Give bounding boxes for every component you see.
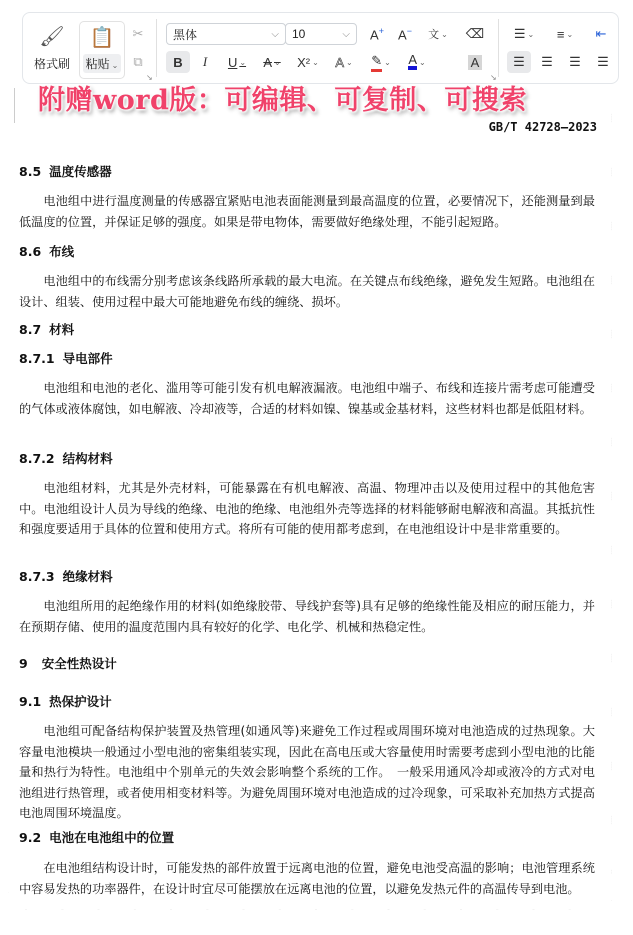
font-color-button[interactable] [401,51,433,73]
grow-font-button[interactable] [365,23,389,45]
section-number: 9.1 [19,694,42,709]
section-number: 8.7.2 [19,451,55,466]
separator [498,19,499,77]
chevron-down-icon: ⌄ [273,57,281,67]
numbering-button[interactable] [548,23,582,45]
section-number: 9 [19,656,28,671]
strikethrough-icon: A [263,54,272,70]
clipboard-icon: 📋 [89,26,115,49]
underline-button[interactable] [221,51,253,73]
scissors-icon: ✂ [132,26,144,41]
section-title: 导电部件 [62,351,113,366]
chevron-down-icon: ⌵ [271,28,279,40]
chapter-heading [19,654,117,674]
section-number: 8.7.1 [19,351,55,366]
paragraph: 电池组可配备结构保护装置及热管理(如通风等)来避免工作过程或周围环境对电池造成的过热现象。大容量电池模块一般通过小型电池的密集组装实现，因此在高电压或大容量使用时需要考虑到小型电池的比能量和热行为特性。电池组中个别单元的失效会影响整个系统的工作。 一般采用通风冷却或液冷的方式对电池组进行热管理，或者使用相变材料等。为避免周围环境对电池造成的过冷现象，可采取补充加热方式提高电池周围环境温度。 [19,724,595,820]
align-center-icon: ☰ [541,54,553,69]
pinyin-guide-button[interactable] [421,23,455,45]
section-heading [19,692,112,712]
bullet-list-icon: ☰ [513,26,526,41]
align-left-icon: ☰ [513,54,525,69]
decrease-indent-button[interactable] [589,23,613,45]
page-margin-marker [14,88,15,123]
text-effect-icon: A [335,54,344,70]
chevron-down-icon: ⌵ [342,28,350,40]
paintbrush-icon: 🖌 [39,25,65,48]
section-title: 结构材料 [62,451,113,466]
paragraph: 电池组材料，尤其是外壳材料，可能暴露在有机电解液、高温、物理冲击以及使用过程中的其他危害中。电池组设计人员为导线的绝缘、电池的绝缘、电池组外壳等选择的材料能够耐电解液和高温。其抵抗性和强度要适用于具体的位置和使用方式。将所有可能的使用都考虑到，在电池组设计中是非常重要的。 [19,481,595,536]
clear-formatting-button[interactable] [463,23,487,45]
section-heading [19,320,74,340]
chevron-down-icon: ⌄ [345,57,353,67]
font-dialog-launcher-icon[interactable]: ↘ [490,73,497,82]
paragraph: 电池组中的布线需分别考虑该条线路所承载的最大电流。在关键点布线绝缘，避免发生短路。电池组在设计、组装、使用过程中最大可能地避免布线的缠绕、损坏。 [19,274,595,309]
shrink-font-button[interactable] [393,23,417,45]
section-title: 安全性热设计 [41,656,117,671]
paragraph: 电池组中进行温度测量的传感器宜紧贴电池表面能测量到最高温度的位置，必要情况下，还能测量到最低温度的位置，并保证足够的强度。如果是带电物体，需要做好绝缘处理，不能引起短路。 [19,194,595,229]
section-heading [19,828,174,848]
chevron-down-icon: ⌄ [312,57,319,67]
paragraph: 在电池组结构设计时，可能发热的部件放置于远离电池的位置，避免电池受高温的影响；电池管理系统中容易发热的功率器件，在设计时宜尽可能摆放在远离电池的位置，以避免发热元件的高温传导到电池。 [19,861,595,896]
subsection-heading [19,449,113,469]
font-size-select[interactable] [285,23,357,45]
section-title: 热保护设计 [49,694,112,709]
shrink-font-icon: A− [398,25,412,43]
chevron-down-icon: ⌄ [239,57,247,67]
numbered-list-icon: ≡ [556,26,565,42]
section-number: 8.5 [19,164,42,179]
paste-label: 粘贴 [85,56,110,71]
align-left-button[interactable] [507,51,531,73]
text-effect-button[interactable] [328,51,360,73]
paragraph: 电池组所用的起绝缘作用的材料(如绝缘胶带、导线护套等)具有足够的绝缘性能及相应的耐压能力，并在预期存储、使用的温度范围内具有较好的化学、电化学、机械和热稳定性。 [19,599,595,634]
bullets-button[interactable] [507,23,541,45]
subsection-heading [19,567,113,587]
paste-dropdown[interactable] [83,54,122,73]
font-color-icon: A [408,54,417,70]
chevron-down-icon: ⌄ [566,29,574,39]
font-size-value: 10 [292,27,306,41]
copy-icon: ⧉ [133,54,143,69]
chevron-down-icon: ⌄ [527,29,535,39]
clipboard-dialog-launcher-icon[interactable]: ↘ [146,73,153,82]
highlight-button[interactable] [365,51,397,73]
justify-icon: ☰ [597,54,609,69]
chevron-down-icon: ⌄ [384,57,391,67]
superscript-button[interactable] [291,51,325,73]
eraser-icon: ⌫ [465,26,485,41]
justify-button[interactable] [591,51,615,73]
copy-button[interactable] [126,51,150,73]
section-number: 8.7 [19,322,42,337]
superscript-icon: X² [297,54,311,70]
section-number: 8.6 [19,244,42,259]
section-title: 绝缘材料 [62,569,113,584]
grow-font-icon: A+ [370,25,384,43]
character-shading-icon: A [468,55,483,70]
align-right-icon: ☰ [569,54,581,69]
underline-icon: U [227,54,238,70]
italic-button[interactable] [193,51,217,73]
align-right-button[interactable] [563,51,587,73]
paragraph: 电池组和电池的老化、滥用等可能引发有机电解液漏液。电池组中端子、布线和连接片需考虑可能遭受的气体或液体腐蚀，如电解液、冷却液等，合适的材料如镍、镍基或金基材料，这些材料也都是低阻材料。 [19,381,595,416]
bold-button[interactable] [166,51,190,73]
bold-icon: B [173,54,183,70]
chevron-down-icon: ⌄ [441,29,448,39]
section-number: 8.7.3 [19,569,55,584]
align-center-button[interactable] [535,51,559,73]
pinyin-icon: 文 [428,29,440,41]
chevron-down-icon: ⌄ [418,57,426,67]
strikethrough-button[interactable] [256,51,288,73]
section-heading [19,242,74,262]
paste-button[interactable] [79,21,125,79]
character-shading-button[interactable] [463,51,487,73]
format-painter-button[interactable] [29,21,75,77]
promo-banner: 附赠word版：可编辑、可复制、可搜索 [38,85,527,116]
section-title: 温度传感器 [49,164,112,179]
section-title: 电池在电池组中的位置 [49,830,175,845]
section-title: 布线 [49,244,75,259]
section-heading [19,162,112,182]
cut-button[interactable] [126,23,150,45]
format-painter-label: 格式刷 [33,56,70,71]
italic-icon: I [202,54,208,69]
separator [156,19,157,77]
subsection-heading [19,349,113,369]
font-name-value: 黑体 [173,27,198,42]
section-number: 9.2 [19,830,42,845]
section-title: 材料 [49,322,75,337]
highlighter-icon: ✎ [371,53,382,72]
ribbon-toolbar [22,12,619,84]
chevron-down-icon: ⌄ [111,60,119,70]
outdent-icon: ⇤ [595,26,607,41]
standard-number: GB/T 42728—2023 [488,120,597,134]
font-name-select[interactable] [166,23,286,45]
